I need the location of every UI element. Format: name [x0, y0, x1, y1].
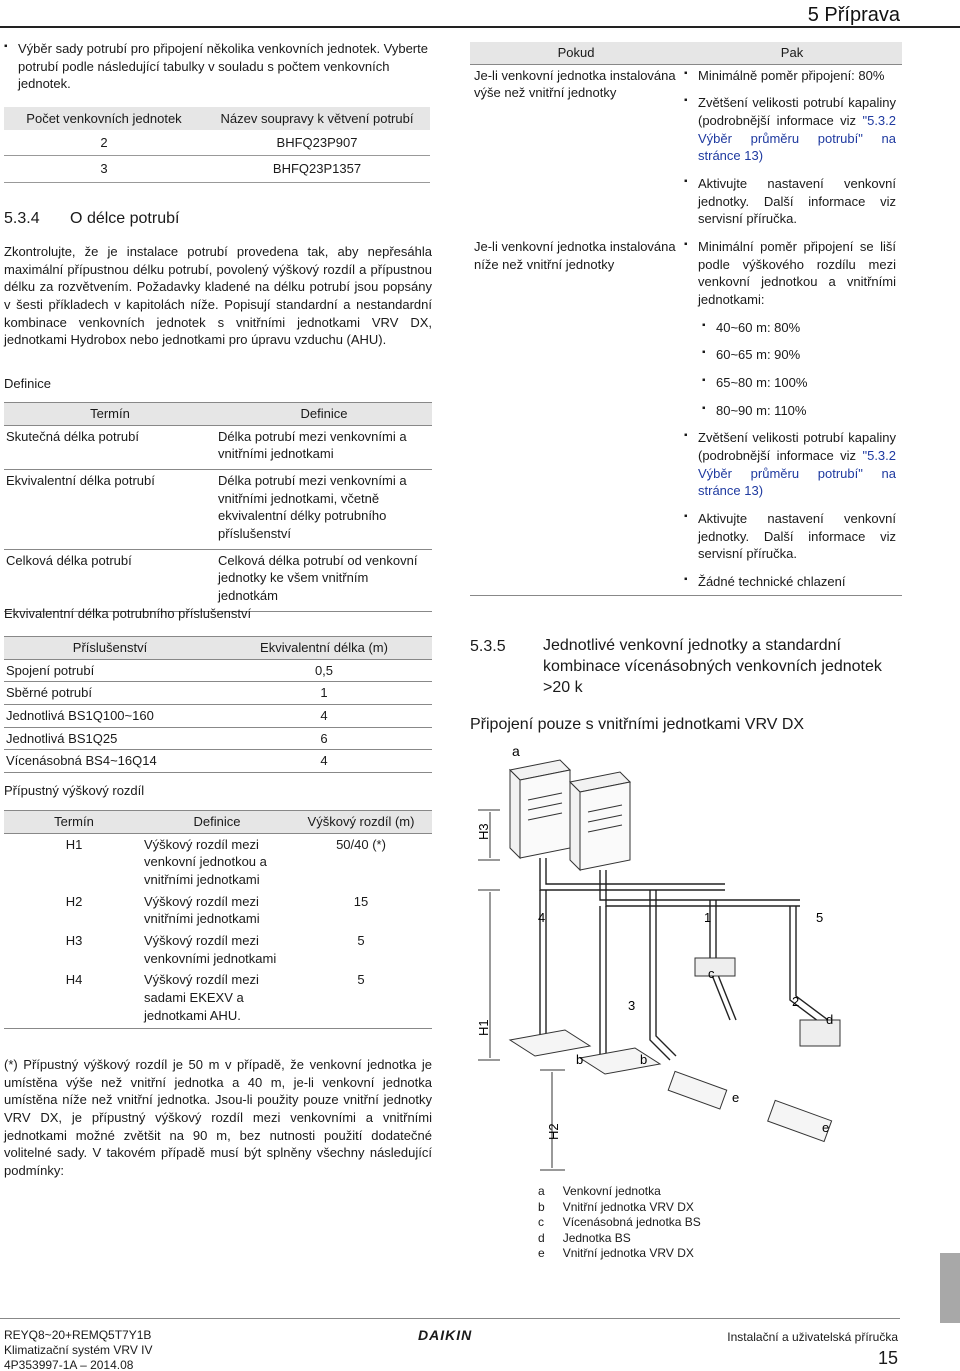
legend-text: Vícenásobná jednotka BS [562, 1215, 701, 1230]
height-heading: Přípustný výškový rozdíl [4, 783, 145, 798]
cond-then-list [682, 67, 896, 228]
def-term: Celková délka potrubí [6, 552, 132, 568]
legend-key: a [538, 1184, 545, 1198]
h-def: Výškový rozdíl mezi vnitřními jednotkami [144, 893, 260, 927]
eq-length: 4 [216, 705, 432, 728]
h-term: H1 [65, 836, 83, 852]
multi-bs-unit [695, 958, 735, 976]
footer-manual: Instalační a uživatelská příručka [727, 1330, 898, 1344]
legend-text: Jednotka BS [562, 1230, 631, 1245]
page-link[interactable]: "5.3.2 Výběr průměru potrubí" na stránce 13 [698, 113, 896, 164]
kit-cell: 2 [100, 134, 108, 150]
h-header-term: Termín [4, 811, 144, 834]
page-number: 15 [877, 1348, 898, 1368]
legend-key: d [538, 1230, 545, 1245]
label-1: 1 [704, 910, 712, 925]
section-535-title: Jednotlivé venkovní jednotky a standardní kombinace vícenásobných venkovních jednotek >20 k [543, 637, 882, 696]
cond-sub-item: ▪ 65~80 m: 100% [682, 374, 896, 392]
eq-length: 0,5 [216, 659, 432, 682]
outdoor-unit-right [570, 772, 630, 870]
outdoor-unit-left [510, 760, 570, 858]
h-diff: 15 [353, 893, 369, 909]
section-title: O délce potrubí [70, 210, 180, 227]
def-desc: Celková délka potrubí od venkovní jednotky ke všem vnitřním jednotkám [218, 552, 418, 604]
label-b-left: b [576, 1052, 584, 1067]
diagram-legend [538, 1184, 719, 1262]
eq-accessory: Sběrné potrubí [4, 682, 216, 705]
h-diff: 50/40 (*) [336, 836, 386, 852]
daikin-logo: DAIKIN [418, 1327, 473, 1343]
pipe-lines [540, 858, 836, 1060]
h-term: H3 [65, 933, 83, 949]
h-header-def: Definice [144, 811, 290, 834]
legend-text: Vnitřní jednotka VRV DX [562, 1246, 694, 1261]
h-def: Výškový rozdíl mezi sadami EKEXV a jednotkami AHU. [144, 972, 259, 1023]
label-5: 5 [816, 910, 824, 925]
label-H1: H1 [476, 1019, 491, 1036]
h-def: Výškový rozdíl mezi venkovní jednotkou a vnitřními jednotkami [144, 836, 267, 888]
footer-model: REYQ8~20+REMQ5T7Y1B [4, 1328, 152, 1342]
condition-table [470, 42, 902, 597]
eq-accessory: Vícenásobná BS4~16Q14 [4, 750, 216, 773]
cond-then-item: ▪ Žádné technické chlazení [682, 573, 896, 591]
height-table [4, 810, 432, 1029]
footer-left [4, 1328, 153, 1371]
cond-then-item: ▪ Minimálně poměr připojení: 80% [682, 67, 896, 85]
def-header-term: Termín [4, 403, 216, 426]
def-term: Skutečná délka potrubí [6, 428, 139, 444]
cond-then-item: ▪ Aktivujte nastavení venkovní jednotky. Další informace viz servisní příručka. [682, 510, 896, 563]
cond-header-if: Pokud [470, 42, 682, 64]
section-number: 5.3.4 [4, 210, 40, 227]
footer-rule [0, 1318, 900, 1319]
label-e-right: e [822, 1120, 830, 1135]
def-header-def: Definice [216, 403, 432, 426]
h-term: H4 [65, 972, 83, 988]
kit-header-count: Počet venkovních jednotek [4, 107, 204, 130]
label-3: 3 [628, 998, 636, 1013]
equivalent-heading: Ekvivalentní délka potrubního příslušenství [4, 606, 252, 621]
equivalent-table [4, 636, 432, 773]
cond-text: ) [758, 148, 764, 164]
eq-accessory: Jednotlivá BS1Q25 [4, 727, 216, 750]
kit-table [4, 107, 430, 183]
h-term: H2 [65, 893, 83, 909]
legend-key: c [538, 1215, 544, 1230]
eq-length: 1 [216, 682, 432, 705]
kit-cell: BHFQ23P1357 [272, 161, 362, 177]
piping-diagram [470, 740, 900, 1180]
cond-then-list [682, 238, 896, 591]
height-markers [478, 810, 565, 1170]
cond-text: Zvětšení velikosti potrubí kapaliny (podrobnější informace viz [698, 430, 896, 464]
section-535-number: 5.3.5 [470, 638, 506, 655]
def-desc: Délka potrubí mezi venkovními a vnitřními jednotkami [218, 428, 407, 462]
cond-text: ) [758, 483, 764, 499]
definitions-table [4, 402, 432, 612]
h-diff: 5 [357, 972, 365, 988]
eq-accessory: Spojení potrubí [4, 659, 216, 682]
eq-length: 4 [216, 750, 432, 773]
cond-text: Zvětšení velikosti potrubí kapaliny (podrobnější informace viz [698, 95, 896, 129]
section-534-heading [4, 208, 179, 230]
def-term: Ekvivalentní délka potrubí [6, 473, 155, 489]
intro-bullet: ▪ Výběr sady potrubí pro připojení několika venkovních jednotek. Vyberte potrubí podle následující tabulky v souladu s počtem venkovních jednotek. [4, 40, 434, 93]
eq-length: 6 [216, 727, 432, 750]
cond-if: Je-li venkovní jednotka instalována výše než vnitřní jednotky [474, 67, 676, 101]
header-rule [0, 26, 960, 28]
legend-text: Vnitřní jednotka VRV DX [562, 1199, 694, 1214]
cond-then-item [682, 94, 896, 165]
label-e-left: e [732, 1090, 740, 1105]
label-H3: H3 [476, 823, 491, 840]
definitions-heading: Definice [4, 376, 51, 391]
page-link[interactable]: "5.3.2 Výběr průměru potrubí" na stránce 13 [698, 448, 896, 499]
section-535-subtitle: Připojení pouze s vnitřními jednotkami VRV DX [470, 716, 805, 733]
h-header-diff: Výškový rozdíl (m) [290, 811, 432, 834]
intro-list [4, 40, 434, 93]
chapter-title: 5 Příprava [807, 4, 900, 26]
legend-key: b [538, 1199, 545, 1214]
cond-sub-item: ▪ 40~60 m: 80% [682, 319, 896, 337]
footer-docid: 4P353997-1A – 2014.08 [4, 1358, 134, 1371]
label-d: d [826, 1012, 834, 1027]
cond-if: Je-li venkovní jednotka instalována níže než vnitřní jednotky [474, 239, 676, 272]
cond-header-then: Pak [682, 42, 902, 64]
chapter-tab [940, 1253, 960, 1323]
label-4: 4 [538, 910, 546, 925]
height-note: (*) Přípustný výškový rozdíl je 50 m v případě, že venkovní jednotka je umístěna výše než vnitřní jednotka a 40 m, je-li venkovní jednotka umístěna níže než vnitřní jednotka. Jsou-li použity pouze vnitřní jednotky VRV DX, je přípustný výškový rozdíl mezi venkovními a vnitřními jednotkami možné zvětšit na 90 m, bez nutnosti použití dodatečné volitelné sady. V takovém případě musí být splněny všechny následující podmínky: [4, 1057, 432, 1179]
legend-text: Venkovní jednotka [562, 1184, 661, 1198]
label-H2: H2 [546, 1123, 561, 1140]
legend-key: e [538, 1246, 545, 1261]
label-c: c [708, 966, 715, 981]
h-diff: 5 [357, 933, 365, 949]
cond-sub-item: ▪ 80~90 m: 110% [682, 402, 896, 420]
label-a: a [512, 743, 520, 759]
def-desc: Délka potrubí mezi venkovními a vnitřními jednotkami, včetně ekvivalentní délky potrubního příslušenství [218, 473, 407, 542]
kit-header-name: Název soupravy k větvení potrubí [204, 107, 430, 130]
eq-header-accessory: Příslušenství [4, 637, 216, 660]
label-b-right: b [640, 1052, 648, 1067]
cond-sub-item: ▪ 60~65 m: 90% [682, 346, 896, 364]
kit-cell: BHFQ23P907 [276, 134, 358, 150]
cond-then-item: ▪ Minimální poměr připojení se liší podle výškového rozdílu mezi venkovní jednotkou a vnitřními jednotkami: [682, 238, 896, 309]
cond-then-item [682, 429, 896, 500]
eq-header-length: Ekvivalentní délka (m) [216, 637, 432, 660]
label-2: 2 [792, 994, 800, 1009]
kit-cell: 3 [100, 161, 108, 177]
footer-system: Klimatizační systém VRV IV [4, 1343, 153, 1357]
h-def: Výškový rozdíl mezi venkovními jednotkami [144, 933, 277, 966]
section-534-paragraph: Zkontrolujte, že je instalace potrubí provedena tak, aby nepřesáhla maximální přípustnou délku potrubí, povolený výškový rozdíl a přípustnou délku za rozvětvením. Požadavky kladené na délku potrubí jsou popsány v šesti příkladech v kapitolách níže. Popisují standardní a nestandardní kombinace venkovních jednotek s vnitřními jednotkami VRV DX, jednotkami Hydrobox nebo jednotkami pro úpravu vzduchu (AHU). [4, 244, 432, 348]
single-bs-unit [800, 1020, 840, 1046]
eq-accessory: Jednotlivá BS1Q100~160 [4, 705, 216, 728]
cond-then-item: ▪ Aktivujte nastavení venkovní jednotky. Další informace viz servisní příručka. [682, 175, 896, 228]
